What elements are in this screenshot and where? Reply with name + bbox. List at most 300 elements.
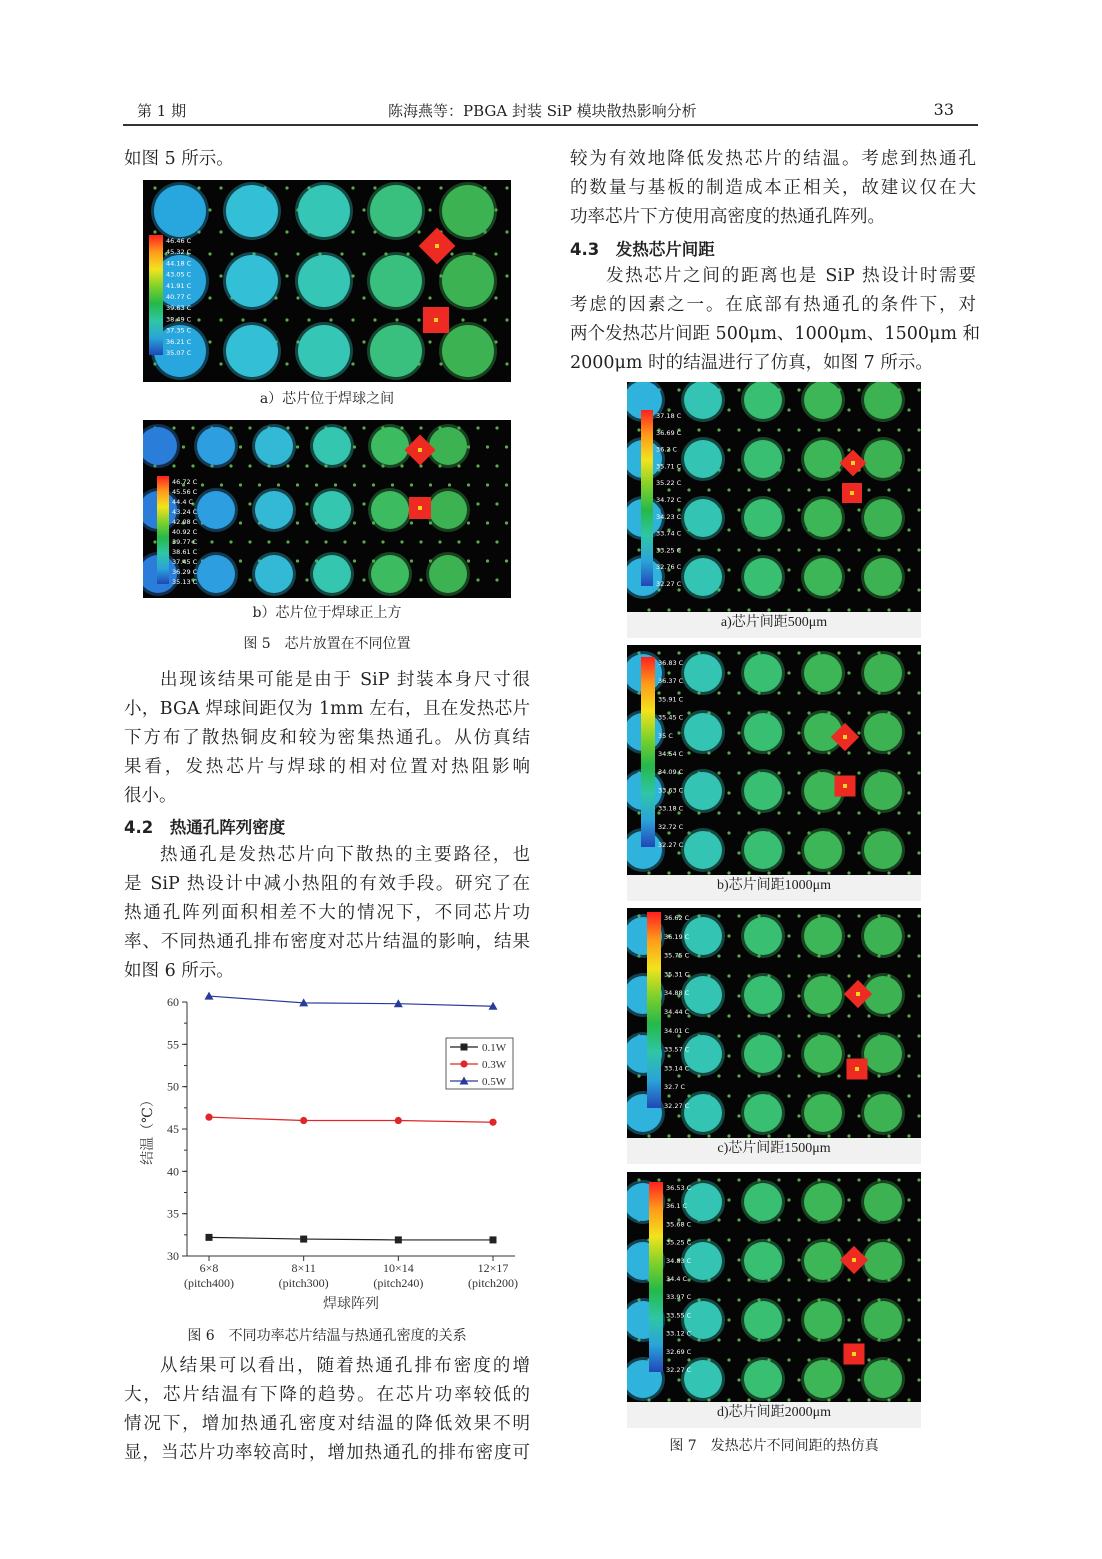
solder-ball — [370, 185, 422, 237]
scale-label: 32.76 C — [656, 563, 682, 572]
via-dot — [807, 711, 810, 714]
fig7b-caption: b)芯片间距1000μm — [627, 875, 921, 901]
via-dot — [727, 711, 730, 714]
via-dot — [677, 731, 680, 734]
thermal-image-5a — [143, 180, 511, 382]
scale-label: 34.83 C — [666, 1256, 692, 1265]
scale-label: 34.44 C — [664, 1008, 690, 1016]
chip-center — [852, 1352, 856, 1356]
via-dot — [486, 445, 489, 448]
via-dot — [857, 428, 860, 431]
via-dot — [677, 1074, 680, 1077]
via-dot — [837, 1338, 840, 1341]
via-dot — [737, 954, 740, 957]
via-dot — [787, 488, 790, 491]
via-dot — [717, 651, 720, 654]
solder-ball — [804, 558, 842, 596]
scale-label: 43.24 C — [172, 508, 198, 516]
via-dot — [787, 1054, 790, 1057]
via-dot — [797, 811, 800, 814]
via-dot — [777, 1178, 780, 1181]
via-dot — [917, 1378, 920, 1381]
via-dot — [305, 464, 308, 467]
solder-ball — [804, 1301, 842, 1339]
via-dot — [172, 464, 175, 467]
y-tick-label: 35 — [167, 1206, 179, 1221]
via-dot — [837, 691, 840, 694]
via-dot — [657, 1178, 660, 1181]
via-dot — [372, 483, 375, 486]
via-dot — [737, 1178, 740, 1181]
scale-label: 32.69 C — [666, 1347, 692, 1356]
via-dot — [248, 578, 251, 581]
via-dot — [419, 540, 422, 543]
x-tick-sublabel: (pitch300) — [278, 1276, 329, 1290]
via-dot — [907, 408, 910, 411]
via-dot — [208, 252, 211, 255]
via-dot — [897, 1218, 900, 1221]
via-dot — [677, 1338, 680, 1341]
via-dot — [907, 1318, 910, 1321]
via-dot — [817, 428, 820, 431]
via-dot — [917, 508, 920, 511]
via-dot — [847, 711, 850, 714]
via-dot — [897, 1178, 900, 1181]
via-dot — [505, 274, 508, 277]
via-dot — [285, 318, 288, 321]
solder-ball — [429, 555, 467, 593]
via-dot — [727, 408, 730, 411]
via-dot — [807, 1278, 810, 1281]
via-dot — [797, 548, 800, 551]
via-dot — [897, 1298, 900, 1301]
via-dot — [351, 362, 354, 365]
solder-ball — [744, 831, 782, 869]
via-dot — [476, 540, 479, 543]
via-dot — [787, 448, 790, 451]
via-dot — [787, 934, 790, 937]
via-dot — [467, 483, 470, 486]
text-line: 率、不同热通孔排布密度对芯片结温的影响，结果 — [124, 932, 530, 952]
via-dot — [917, 388, 920, 391]
text-line: 很小。 — [124, 786, 177, 806]
solder-ball — [804, 382, 842, 419]
text-line: 出现该结果可能是由于 SiP 封装本身尺寸很 — [160, 670, 530, 690]
via-dot — [296, 296, 299, 299]
data-point-0.3W — [489, 1119, 496, 1126]
via-dot — [917, 1114, 920, 1117]
via-dot — [857, 1114, 860, 1117]
solder-ball — [744, 976, 782, 1014]
text-line: 2000μm 时的结温进行了仿真，如图 7 所示。 — [570, 353, 933, 373]
via-dot — [747, 711, 750, 714]
scale-label: 44.4 C — [172, 498, 194, 506]
solder-ball — [804, 1094, 842, 1132]
solder-ball — [442, 325, 494, 377]
via-dot — [329, 318, 332, 321]
scale-label: 32.27 C — [656, 580, 682, 588]
via-dot — [797, 994, 800, 997]
via-dot — [486, 559, 489, 562]
scale-label: 36.83 C — [658, 659, 684, 667]
scale-label: 35.13 C — [172, 578, 198, 586]
via-dot — [887, 488, 890, 491]
via-dot — [285, 362, 288, 365]
solder-ball — [864, 654, 902, 692]
via-dot — [717, 954, 720, 957]
via-dot — [263, 318, 266, 321]
via-dot — [847, 671, 850, 674]
via-dot — [417, 186, 420, 189]
solder-ball — [804, 654, 842, 692]
via-dot — [797, 731, 800, 734]
text-line: 小，BGA 焊球间距仅为 1mm 左右，且在发热芯片 — [124, 699, 530, 719]
via-dot — [305, 502, 308, 505]
solder-ball — [429, 427, 467, 465]
via-dot — [777, 1218, 780, 1221]
thermal-image-7b — [627, 645, 921, 875]
via-dot — [737, 1258, 740, 1261]
legend-label: 0.5W — [482, 1076, 507, 1088]
via-dot — [787, 1358, 790, 1361]
via-dot — [787, 831, 790, 834]
via-dot — [857, 731, 860, 734]
via-dot — [837, 428, 840, 431]
via-dot — [219, 230, 222, 233]
scale-label: 39.77 C — [172, 538, 198, 546]
via-dot — [353, 521, 356, 524]
via-dot — [847, 1318, 850, 1321]
text-line: 功率芯片下方使用高密度的热通孔阵列。 — [570, 207, 885, 227]
right-paragraph-0 — [570, 145, 976, 232]
via-dot — [353, 559, 356, 562]
via-dot — [917, 811, 920, 814]
solder-ball — [804, 831, 842, 869]
via-dot — [351, 186, 354, 189]
solder-ball — [684, 1094, 722, 1132]
via-dot — [362, 340, 365, 343]
via-dot — [717, 428, 720, 431]
via-dot — [757, 548, 760, 551]
via-dot — [787, 1198, 790, 1201]
data-point-0.3W — [395, 1117, 402, 1124]
via-dot — [837, 954, 840, 957]
solder-ball — [804, 917, 842, 955]
via-dot — [777, 1034, 780, 1037]
via-dot — [867, 751, 870, 754]
via-dot — [807, 488, 810, 491]
via-dot — [907, 1278, 910, 1281]
solder-ball — [684, 499, 722, 537]
scale-label: 45.56 C — [172, 488, 198, 496]
solder-ball — [864, 499, 902, 537]
via-dot — [837, 1218, 840, 1221]
via-dot — [495, 426, 498, 429]
via-dot — [837, 1298, 840, 1301]
scale-label: 44.18 C — [166, 259, 192, 268]
via-dot — [877, 548, 880, 551]
via-dot — [727, 934, 730, 937]
via-dot — [495, 540, 498, 543]
via-dot — [362, 540, 365, 543]
via-dot — [907, 488, 910, 491]
fig6-caption: 图 6 不同功率芯片结温与热通孔密度的关系 — [187, 1328, 467, 1344]
via-dot — [667, 1094, 670, 1097]
via-dot — [917, 1258, 920, 1261]
scale-label: 42.08 C — [172, 518, 198, 526]
via-dot — [677, 1178, 680, 1181]
via-dot — [727, 791, 730, 794]
solder-ball — [804, 976, 842, 1014]
via-dot — [737, 1378, 740, 1381]
junction-temperature-chart — [130, 988, 530, 1318]
via-dot — [777, 1338, 780, 1341]
via-dot — [351, 230, 354, 233]
thermal-image-7c — [627, 908, 921, 1138]
via-dot — [353, 483, 356, 486]
via-dot — [917, 651, 920, 654]
via-dot — [917, 428, 920, 431]
color-scale-bar — [641, 410, 653, 586]
paragraph-3 — [124, 1352, 530, 1468]
page-number: 33 — [933, 100, 954, 119]
solder-ball — [298, 325, 350, 377]
fig5b-caption: b）芯片位于焊球正上方 — [252, 605, 402, 621]
via-dot — [362, 208, 365, 211]
via-dot — [917, 731, 920, 734]
via-dot — [737, 994, 740, 997]
legend-marker — [460, 1060, 467, 1067]
issue-number: 第 1 期 — [137, 102, 187, 120]
right-paragraph-1 — [570, 262, 981, 378]
via-dot — [494, 252, 497, 255]
text-line: 如图 6 所示。 — [124, 961, 234, 981]
solder-ball — [744, 1301, 782, 1339]
data-point-0.1W — [300, 1236, 307, 1243]
color-scale-bar — [641, 657, 655, 847]
running-title: 陈海燕等：PBGA 封装 SiP 模块散热影响分析 — [388, 102, 697, 120]
via-dot — [757, 428, 760, 431]
via-dot — [737, 548, 740, 551]
solder-ball — [864, 713, 902, 751]
via-dot — [797, 651, 800, 654]
via-dot — [807, 1014, 810, 1017]
via-dot — [219, 186, 222, 189]
scale-label: 45.32 C — [166, 248, 192, 257]
via-dot — [505, 483, 508, 486]
via-dot — [857, 954, 860, 957]
via-dot — [429, 483, 432, 486]
via-dot — [315, 483, 318, 486]
via-dot — [428, 296, 431, 299]
via-dot — [847, 1238, 850, 1241]
via-dot — [917, 914, 920, 917]
via-dot — [657, 651, 660, 654]
via-dot — [667, 1198, 670, 1201]
via-dot — [285, 186, 288, 189]
via-dot — [917, 1074, 920, 1077]
via-dot — [797, 1338, 800, 1341]
via-dot — [229, 540, 232, 543]
scale-label: 34.54 C — [658, 750, 684, 758]
via-dot — [797, 851, 800, 854]
via-dot — [395, 318, 398, 321]
via-dot — [362, 464, 365, 467]
solder-ball — [744, 654, 782, 692]
via-dot — [797, 914, 800, 917]
scale-label: 35.31 C — [664, 970, 690, 979]
via-dot — [486, 521, 489, 524]
via-dot — [827, 488, 830, 491]
via-dot — [727, 1358, 730, 1361]
via-dot — [777, 811, 780, 814]
text-line: 果看，发热芯片与焊球的相对位置对热阻影响 — [124, 757, 530, 777]
via-dot — [677, 388, 680, 391]
via-dot — [637, 548, 640, 551]
via-dot — [737, 1074, 740, 1077]
via-dot — [917, 548, 920, 551]
via-dot — [727, 1278, 730, 1281]
via-dot — [727, 1054, 730, 1057]
via-dot — [727, 1318, 730, 1321]
via-dot — [857, 588, 860, 591]
legend-label: 0.3W — [482, 1059, 507, 1071]
via-dot — [917, 1178, 920, 1181]
via-dot — [857, 508, 860, 511]
x-tick-sublabel: (pitch200) — [468, 1276, 518, 1290]
via-dot — [837, 771, 840, 774]
via-dot — [847, 1094, 850, 1097]
scale-label: 38.61 C — [172, 548, 198, 556]
text-line: 两个发热芯片间距 500μm、1000μm、1500μm 和 — [570, 324, 981, 344]
via-dot — [307, 318, 310, 321]
via-dot — [857, 548, 860, 551]
intro-text — [124, 145, 424, 174]
solder-ball — [684, 917, 722, 955]
via-dot — [907, 448, 910, 451]
scale-label: 35.75 C — [664, 951, 690, 960]
via-dot — [296, 559, 299, 562]
via-dot — [797, 1378, 800, 1381]
solder-ball — [744, 1035, 782, 1073]
solder-ball — [864, 558, 902, 596]
via-dot — [717, 1298, 720, 1301]
via-dot — [737, 1034, 740, 1037]
via-dot — [697, 548, 700, 551]
scale-label: 36.2 C — [656, 445, 678, 454]
via-dot — [767, 488, 770, 491]
via-dot — [727, 568, 730, 571]
via-dot — [258, 483, 261, 486]
scale-label: 33.97 C — [666, 1293, 692, 1302]
via-dot — [907, 831, 910, 834]
via-dot — [777, 1298, 780, 1301]
chip-center — [435, 244, 439, 248]
chip-center — [418, 448, 422, 452]
via-dot — [777, 954, 780, 957]
via-dot — [362, 426, 365, 429]
via-dot — [787, 1238, 790, 1241]
via-dot — [777, 914, 780, 917]
via-dot — [667, 1054, 670, 1057]
via-dot — [737, 588, 740, 591]
via-dot — [737, 508, 740, 511]
via-dot — [677, 1034, 680, 1037]
via-dot — [495, 502, 498, 505]
via-dot — [857, 811, 860, 814]
via-dot — [847, 751, 850, 754]
scale-label: 33.12 C — [666, 1329, 692, 1338]
via-dot — [837, 1178, 840, 1181]
via-dot — [897, 651, 900, 654]
via-dot — [239, 521, 242, 524]
via-dot — [847, 1054, 850, 1057]
via-dot — [777, 651, 780, 654]
via-dot — [917, 954, 920, 957]
solder-ball — [255, 555, 293, 593]
via-dot — [717, 1074, 720, 1077]
solder-ball — [371, 491, 409, 529]
via-dot — [907, 791, 910, 794]
fig5-caption: 图 5 芯片放置在不同位置 — [243, 636, 411, 652]
scale-label: 35.91 C — [658, 695, 684, 704]
via-dot — [219, 274, 222, 277]
chip-center — [856, 992, 860, 996]
scale-label: 32.7 C — [664, 1083, 686, 1092]
text-line: 较为有效地降低发热芯片的结温。考虑到热通孔 — [570, 149, 976, 169]
via-dot — [191, 464, 194, 467]
solder-ball — [371, 555, 409, 593]
via-dot — [837, 1074, 840, 1077]
via-dot — [494, 296, 497, 299]
scale-label: 33.74 C — [656, 529, 682, 538]
solder-ball — [684, 713, 722, 751]
via-dot — [737, 691, 740, 694]
via-dot — [296, 521, 299, 524]
scale-label: 40.92 C — [172, 528, 198, 536]
solder-ball — [370, 255, 422, 307]
via-dot — [208, 340, 211, 343]
via-dot — [737, 771, 740, 774]
scale-label: 38.49 C — [166, 315, 192, 324]
via-dot — [362, 296, 365, 299]
data-point-0.1W — [206, 1234, 213, 1241]
via-dot — [391, 483, 394, 486]
via-dot — [687, 1278, 690, 1281]
solder-ball — [804, 1360, 842, 1398]
text-line: 考虑的因素之一。在底部有热通孔的条件下，对 — [570, 295, 976, 315]
text-line: 情况下，增加热通孔密度对结温的降低效果不明 — [124, 1414, 530, 1434]
via-dot — [847, 448, 850, 451]
solder-ball — [804, 1035, 842, 1073]
scale-label: 33.18 C — [658, 804, 684, 813]
solder-ball — [226, 325, 278, 377]
via-dot — [727, 974, 730, 977]
data-point-0.3W — [205, 1114, 212, 1121]
y-axis-label: 结温（℃） — [140, 1093, 156, 1165]
via-dot — [727, 1014, 730, 1017]
via-dot — [837, 914, 840, 917]
via-dot — [747, 1358, 750, 1361]
via-dot — [201, 483, 204, 486]
via-dot — [797, 1074, 800, 1077]
solder-ball — [744, 713, 782, 751]
via-dot — [239, 559, 242, 562]
via-dot — [797, 1034, 800, 1037]
scale-label: 35.45 C — [658, 713, 684, 722]
via-dot — [797, 691, 800, 694]
via-dot — [286, 464, 289, 467]
